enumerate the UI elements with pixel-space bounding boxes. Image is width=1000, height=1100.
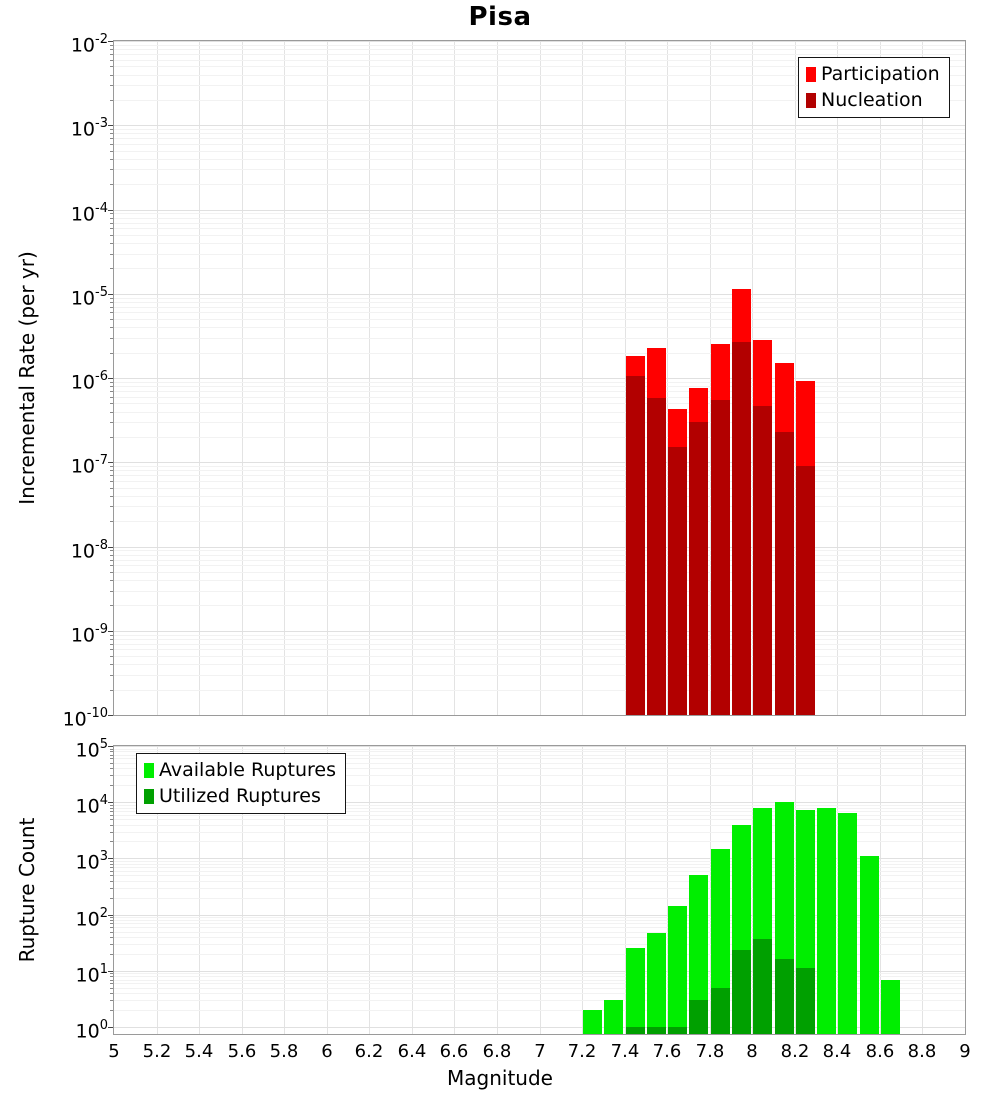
y-minor-tick-mark bbox=[110, 923, 113, 924]
y-tick-label: $10^{-8}$ bbox=[70, 538, 108, 563]
x-gridline bbox=[922, 746, 923, 1034]
x-tick-label: 6.6 bbox=[439, 1041, 469, 1062]
y-gridline bbox=[114, 555, 965, 556]
bar-nucleation bbox=[775, 432, 794, 715]
y-tick-label: $10^{-3}$ bbox=[70, 116, 108, 141]
y-minor-tick-mark bbox=[110, 54, 113, 55]
y-minor-tick-mark bbox=[110, 572, 113, 573]
y-gridline bbox=[114, 397, 965, 398]
y-minor-tick-mark bbox=[110, 488, 113, 489]
y-minor-tick-mark bbox=[110, 307, 113, 308]
y-gridline bbox=[114, 298, 965, 299]
y-tick-mark bbox=[108, 378, 113, 379]
y-gridline bbox=[114, 475, 965, 476]
legend-swatch-participation bbox=[806, 67, 816, 82]
y-minor-tick-mark bbox=[110, 560, 113, 561]
y-gridline bbox=[114, 639, 965, 640]
y-gridline bbox=[114, 151, 965, 152]
y-gridline bbox=[114, 649, 965, 650]
legend-label: Available Ruptures bbox=[159, 759, 336, 781]
y-gridline bbox=[114, 184, 965, 185]
bar-nucleation bbox=[668, 447, 687, 715]
y-gridline bbox=[114, 462, 965, 463]
y-minor-tick-mark bbox=[110, 184, 113, 185]
y-minor-tick-mark bbox=[110, 223, 113, 224]
x-tick-label: 9 bbox=[959, 1041, 971, 1062]
y-gridline bbox=[114, 210, 965, 211]
bar-nucleation bbox=[689, 422, 708, 715]
y-minor-tick-mark bbox=[110, 988, 113, 989]
y-minor-tick-mark bbox=[110, 758, 113, 759]
x-tick-label: 8 bbox=[746, 1041, 758, 1062]
y-gridline bbox=[114, 466, 965, 467]
x-tick-label: 8.6 bbox=[865, 1041, 895, 1062]
bar-utilized-ruptures bbox=[647, 1027, 666, 1034]
y-gridline bbox=[114, 218, 965, 219]
y-gridline bbox=[114, 307, 965, 308]
rate-plot-area bbox=[113, 40, 966, 716]
y-axis-label-incremental-rate: Incremental Rate (per yr) bbox=[15, 251, 39, 505]
y-gridline bbox=[114, 144, 965, 145]
y-gridline bbox=[114, 382, 965, 383]
y-minor-tick-mark bbox=[110, 690, 113, 691]
y-minor-tick-mark bbox=[110, 353, 113, 354]
y-minor-tick-mark bbox=[110, 506, 113, 507]
y-tick-label: $10^{-6}$ bbox=[70, 369, 108, 394]
y-minor-tick-mark bbox=[110, 591, 113, 592]
legend-item-participation bbox=[806, 64, 940, 85]
bar-utilized-ruptures bbox=[732, 950, 751, 1034]
y-tick-mark bbox=[108, 294, 113, 295]
legend-item-nucleation bbox=[806, 90, 940, 111]
y-minor-tick-mark bbox=[110, 864, 113, 865]
y-gridline bbox=[114, 159, 965, 160]
y-minor-tick-mark bbox=[110, 993, 113, 994]
bar-available-ruptures bbox=[881, 980, 900, 1034]
y-gridline bbox=[114, 129, 965, 130]
y-minor-tick-mark bbox=[110, 422, 113, 423]
y-minor-tick-mark bbox=[110, 944, 113, 945]
x-tick-label: 6.8 bbox=[482, 1041, 512, 1062]
y-minor-tick-mark bbox=[110, 129, 113, 130]
y-gridline bbox=[114, 49, 965, 50]
y-minor-tick-mark bbox=[110, 169, 113, 170]
y-minor-tick-mark bbox=[110, 228, 113, 229]
y-minor-tick-mark bbox=[110, 496, 113, 497]
x-tick-label: 6.4 bbox=[397, 1041, 427, 1062]
legend-label: Utilized Ruptures bbox=[159, 785, 321, 807]
x-tick-label: 5.6 bbox=[227, 1041, 257, 1062]
y-tick-mark bbox=[108, 210, 113, 211]
y-minor-tick-mark bbox=[110, 213, 113, 214]
y-gridline bbox=[114, 481, 965, 482]
y-minor-tick-mark bbox=[110, 298, 113, 299]
y-gridline bbox=[114, 506, 965, 507]
y-tick-mark bbox=[108, 802, 113, 803]
y-minor-tick-mark bbox=[110, 649, 113, 650]
y-minor-tick-mark bbox=[110, 932, 113, 933]
y-minor-tick-mark bbox=[110, 749, 113, 750]
y-minor-tick-mark bbox=[110, 159, 113, 160]
y-gridline bbox=[114, 312, 965, 313]
y-minor-tick-mark bbox=[110, 521, 113, 522]
bar-available-ruptures bbox=[604, 1000, 623, 1034]
y-minor-tick-mark bbox=[110, 319, 113, 320]
y-minor-tick-mark bbox=[110, 976, 113, 977]
y-minor-tick-mark bbox=[110, 312, 113, 313]
bar-available-ruptures bbox=[838, 813, 857, 1034]
y-gridline bbox=[114, 749, 965, 750]
y-minor-tick-mark bbox=[110, 605, 113, 606]
bar-utilized-ruptures bbox=[668, 1027, 687, 1034]
x-tick-label: 5.4 bbox=[184, 1041, 214, 1062]
y-minor-tick-mark bbox=[110, 243, 113, 244]
legend-item-utilized-ruptures bbox=[144, 786, 336, 807]
x-gridline bbox=[369, 746, 370, 1034]
y-tick-label: $10^{-9}$ bbox=[70, 622, 108, 647]
y-minor-tick-mark bbox=[110, 1000, 113, 1001]
legend-label: Participation bbox=[821, 63, 940, 85]
y-minor-tick-mark bbox=[110, 144, 113, 145]
y-gridline bbox=[114, 243, 965, 244]
legend-swatch-utilized-ruptures bbox=[144, 789, 154, 804]
y-minor-tick-mark bbox=[110, 917, 113, 918]
y-gridline bbox=[114, 664, 965, 665]
y-minor-tick-mark bbox=[110, 66, 113, 67]
y-gridline bbox=[114, 521, 965, 522]
y-minor-tick-mark bbox=[110, 888, 113, 889]
y-minor-tick-mark bbox=[110, 481, 113, 482]
y-gridline bbox=[114, 169, 965, 170]
y-gridline bbox=[114, 412, 965, 413]
y-tick-mark bbox=[108, 915, 113, 916]
y-gridline bbox=[114, 327, 965, 328]
y-tick-label: $10^{-2}$ bbox=[70, 32, 108, 57]
bar-utilized-ruptures bbox=[775, 959, 794, 1034]
y-gridline bbox=[114, 41, 965, 42]
bar-utilized-ruptures bbox=[689, 1000, 708, 1034]
y-minor-tick-mark bbox=[110, 920, 113, 921]
x-axis-label: Magnitude bbox=[447, 1066, 553, 1090]
bar-available-ruptures bbox=[860, 856, 879, 1034]
y-gridline bbox=[114, 422, 965, 423]
y-minor-tick-mark bbox=[110, 639, 113, 640]
bar-utilized-ruptures bbox=[796, 968, 815, 1034]
y-minor-tick-mark bbox=[110, 983, 113, 984]
y-gridline bbox=[114, 656, 965, 657]
y-minor-tick-mark bbox=[110, 100, 113, 101]
y-tick-label: $10^{-5}$ bbox=[70, 285, 108, 310]
y-gridline bbox=[114, 560, 965, 561]
y-gridline bbox=[114, 319, 965, 320]
y-minor-tick-mark bbox=[110, 775, 113, 776]
y-minor-tick-mark bbox=[110, 841, 113, 842]
chart-title: Pisa bbox=[468, 2, 532, 32]
y-gridline bbox=[114, 138, 965, 139]
x-tick-label: 6 bbox=[321, 1041, 333, 1062]
x-tick-label: 7.6 bbox=[652, 1041, 682, 1062]
y-minor-tick-mark bbox=[110, 811, 113, 812]
y-gridline bbox=[114, 631, 965, 632]
legend-swatch-available-ruptures bbox=[144, 763, 154, 778]
y-tick-mark bbox=[108, 41, 113, 42]
bar-available-ruptures bbox=[668, 906, 687, 1034]
y-minor-tick-mark bbox=[110, 805, 113, 806]
y-gridline bbox=[114, 644, 965, 645]
y-tick-mark bbox=[108, 631, 113, 632]
y-gridline bbox=[114, 547, 965, 548]
y-minor-tick-mark bbox=[110, 808, 113, 809]
x-tick-label: 7.2 bbox=[567, 1041, 597, 1062]
bar-utilized-ruptures bbox=[711, 988, 730, 1034]
bar-nucleation bbox=[732, 342, 751, 715]
y-minor-tick-mark bbox=[110, 75, 113, 76]
y-minor-tick-mark bbox=[110, 391, 113, 392]
y-minor-tick-mark bbox=[110, 327, 113, 328]
y-minor-tick-mark bbox=[110, 151, 113, 152]
y-gridline bbox=[114, 565, 965, 566]
y-gridline bbox=[114, 690, 965, 691]
y-tick-mark bbox=[108, 971, 113, 972]
legend-label: Nucleation bbox=[821, 89, 923, 111]
y-minor-tick-mark bbox=[110, 825, 113, 826]
y-minor-tick-mark bbox=[110, 138, 113, 139]
y-minor-tick-mark bbox=[110, 785, 113, 786]
y-minor-tick-mark bbox=[110, 656, 113, 657]
y-tick-mark bbox=[108, 858, 113, 859]
y-minor-tick-mark bbox=[110, 832, 113, 833]
y-tick-mark bbox=[108, 1027, 113, 1028]
y-tick-label: $10^{-4}$ bbox=[70, 201, 108, 226]
y-tick-label: $10^4$ bbox=[75, 793, 108, 818]
rate-legend bbox=[798, 57, 950, 118]
y-gridline bbox=[114, 386, 965, 387]
y-minor-tick-mark bbox=[110, 755, 113, 756]
y-gridline bbox=[114, 605, 965, 606]
y-gridline bbox=[114, 391, 965, 392]
y-minor-tick-mark bbox=[110, 565, 113, 566]
y-tick-label: $10^{-10}$ bbox=[62, 706, 108, 731]
x-tick-label: 8.4 bbox=[822, 1041, 852, 1062]
bar-available-ruptures bbox=[817, 808, 836, 1034]
y-tick-label: $10^2$ bbox=[75, 906, 108, 931]
y-minor-tick-mark bbox=[110, 751, 113, 752]
y-gridline bbox=[114, 223, 965, 224]
legend-swatch-nucleation bbox=[806, 93, 816, 108]
x-tick-label: 7.8 bbox=[695, 1041, 725, 1062]
y-gridline bbox=[114, 45, 965, 46]
y-minor-tick-mark bbox=[110, 819, 113, 820]
y-minor-tick-mark bbox=[110, 403, 113, 404]
y-minor-tick-mark bbox=[110, 875, 113, 876]
x-gridline bbox=[540, 746, 541, 1034]
x-tick-label: 6.2 bbox=[354, 1041, 384, 1062]
y-gridline bbox=[114, 550, 965, 551]
x-gridline bbox=[582, 746, 583, 1034]
y-tick-mark bbox=[108, 715, 113, 716]
y-tick-label: $10^{-7}$ bbox=[70, 453, 108, 478]
y-gridline bbox=[114, 378, 965, 379]
count-legend bbox=[136, 753, 346, 814]
y-gridline bbox=[114, 353, 965, 354]
y-tick-label: $10^0$ bbox=[75, 1018, 108, 1043]
bar-nucleation bbox=[626, 376, 645, 715]
y-minor-tick-mark bbox=[110, 898, 113, 899]
y-gridline bbox=[114, 254, 965, 255]
y-minor-tick-mark bbox=[110, 338, 113, 339]
y-minor-tick-mark bbox=[110, 133, 113, 134]
y-minor-tick-mark bbox=[110, 980, 113, 981]
x-gridline bbox=[412, 746, 413, 1034]
bar-nucleation bbox=[647, 398, 666, 715]
y-minor-tick-mark bbox=[110, 815, 113, 816]
y-minor-tick-mark bbox=[110, 871, 113, 872]
bar-nucleation bbox=[711, 400, 730, 715]
y-minor-tick-mark bbox=[110, 235, 113, 236]
y-gridline bbox=[114, 302, 965, 303]
y-minor-tick-mark bbox=[110, 927, 113, 928]
x-tick-label: 8.8 bbox=[907, 1041, 937, 1062]
y-gridline bbox=[114, 268, 965, 269]
y-minor-tick-mark bbox=[110, 386, 113, 387]
y-gridline bbox=[114, 715, 965, 716]
y-gridline bbox=[114, 403, 965, 404]
y-gridline bbox=[114, 228, 965, 229]
x-tick-label: 5 bbox=[108, 1041, 120, 1062]
y-minor-tick-mark bbox=[110, 763, 113, 764]
bar-nucleation bbox=[753, 406, 772, 715]
y-tick-mark bbox=[108, 125, 113, 126]
y-axis-label-rupture-count: Rupture Count bbox=[15, 817, 39, 963]
y-gridline bbox=[114, 488, 965, 489]
y-minor-tick-mark bbox=[110, 550, 113, 551]
x-tick-label: 5.8 bbox=[269, 1041, 299, 1062]
y-minor-tick-mark bbox=[110, 45, 113, 46]
bar-available-ruptures bbox=[583, 1010, 602, 1034]
y-minor-tick-mark bbox=[110, 466, 113, 467]
y-minor-tick-mark bbox=[110, 768, 113, 769]
y-minor-tick-mark bbox=[110, 881, 113, 882]
y-minor-tick-mark bbox=[110, 580, 113, 581]
y-minor-tick-mark bbox=[110, 867, 113, 868]
y-tick-label: $10^1$ bbox=[75, 962, 108, 987]
y-minor-tick-mark bbox=[110, 218, 113, 219]
y-minor-tick-mark bbox=[110, 382, 113, 383]
y-minor-tick-mark bbox=[110, 254, 113, 255]
y-gridline bbox=[114, 294, 965, 295]
y-minor-tick-mark bbox=[110, 644, 113, 645]
y-gridline bbox=[114, 470, 965, 471]
y-gridline bbox=[114, 213, 965, 214]
y-tick-mark bbox=[108, 547, 113, 548]
x-gridline bbox=[454, 746, 455, 1034]
bar-utilized-ruptures bbox=[626, 1027, 645, 1034]
y-gridline bbox=[114, 235, 965, 236]
y-gridline bbox=[114, 580, 965, 581]
y-gridline bbox=[114, 496, 965, 497]
y-tick-mark bbox=[108, 462, 113, 463]
bar-available-ruptures bbox=[647, 933, 666, 1034]
y-minor-tick-mark bbox=[110, 437, 113, 438]
bar-nucleation bbox=[796, 466, 815, 715]
bar-available-ruptures bbox=[626, 948, 645, 1034]
y-minor-tick-mark bbox=[110, 635, 113, 636]
x-tick-label: 7.4 bbox=[610, 1041, 640, 1062]
y-minor-tick-mark bbox=[110, 937, 113, 938]
y-minor-tick-mark bbox=[110, 302, 113, 303]
y-gridline bbox=[114, 54, 965, 55]
y-gridline bbox=[114, 437, 965, 438]
y-tick-mark bbox=[108, 746, 113, 747]
x-tick-label: 8.2 bbox=[780, 1041, 810, 1062]
x-tick-label: 7 bbox=[534, 1041, 546, 1062]
y-gridline bbox=[114, 746, 965, 747]
x-tick-label: 5.2 bbox=[142, 1041, 172, 1062]
y-minor-tick-mark bbox=[110, 412, 113, 413]
y-gridline bbox=[114, 338, 965, 339]
y-minor-tick-mark bbox=[110, 555, 113, 556]
y-gridline bbox=[114, 635, 965, 636]
bar-utilized-ruptures bbox=[753, 939, 772, 1034]
y-gridline bbox=[114, 751, 965, 752]
y-minor-tick-mark bbox=[110, 954, 113, 955]
y-gridline bbox=[114, 591, 965, 592]
y-minor-tick-mark bbox=[110, 397, 113, 398]
y-gridline bbox=[114, 125, 965, 126]
y-minor-tick-mark bbox=[110, 60, 113, 61]
y-minor-tick-mark bbox=[110, 268, 113, 269]
y-gridline bbox=[114, 572, 965, 573]
y-minor-tick-mark bbox=[110, 85, 113, 86]
y-minor-tick-mark bbox=[110, 49, 113, 50]
y-minor-tick-mark bbox=[110, 470, 113, 471]
y-minor-tick-mark bbox=[110, 973, 113, 974]
y-tick-label: $10^5$ bbox=[75, 737, 108, 762]
y-minor-tick-mark bbox=[110, 664, 113, 665]
y-minor-tick-mark bbox=[110, 1010, 113, 1011]
y-minor-tick-mark bbox=[110, 861, 113, 862]
y-gridline bbox=[114, 133, 965, 134]
y-minor-tick-mark bbox=[110, 675, 113, 676]
y-minor-tick-mark bbox=[110, 475, 113, 476]
y-tick-label: $10^3$ bbox=[75, 849, 108, 874]
x-gridline bbox=[497, 746, 498, 1034]
legend-item-available-ruptures bbox=[144, 760, 336, 781]
y-gridline bbox=[114, 675, 965, 676]
